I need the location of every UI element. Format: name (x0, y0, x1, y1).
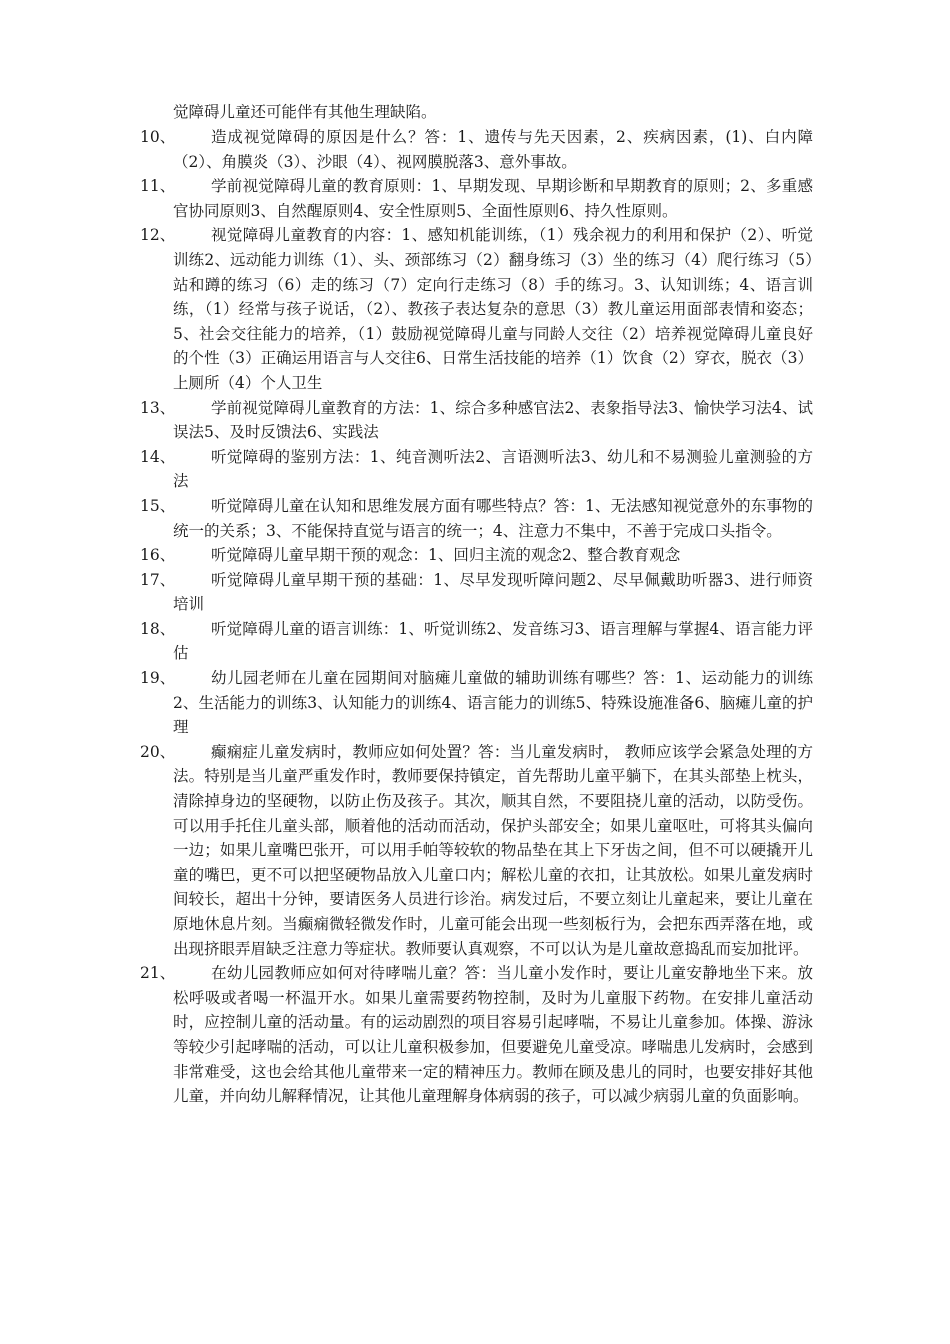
list-item-18 (0, 617, 950, 666)
item-number: 14、 (140, 447, 176, 466)
item-number: 20、 (140, 742, 176, 761)
item-text: 学前视觉障碍儿童的教育原则：1、早期发现、早期诊断和早期教育的原则；2、多重感官协同原则3、自然醒原则4、安全性原则5、全面性原则6、持久性原则。 (173, 177, 813, 220)
list-item-11 (0, 174, 950, 223)
item-text: 学前视觉障碍儿童教育的方法：1、综合多种感官法2、表象指导法3、愉快学习法4、试误法5、及时反馈法6、实践法 (173, 398, 813, 442)
item-text: 听觉障碍儿童早期干预的基础：1、尽早发现听障问题2、尽早佩戴助听器3、进行师资培训 (173, 570, 813, 614)
list-item-16 (0, 543, 950, 568)
list-item-15 (0, 494, 950, 543)
item-text: 癫痫症儿童发病时，教师应如何处置？答：当儿童发病时， 教师应该学会紧急处理的方法。特别是当儿童严重发作时，教师要保持镇定，首先帮助儿童平躺下，在其头部垫上枕头，清除掉身边的坚硬物，以防止伤及孩子。其次，顺其自然，不要阻挠儿童的活动，以防受伤。可以用手托住儿童头部，顺着他的活动而活动，保护头部安全；如果儿童呕吐，可将其头偏向一边；如果儿童嘴巴张开，可以用手帕等较软的物品垫在其上下牙齿之间，但不可以硬撬开儿童的嘴巴，更不可以把坚硬物品放入儿童口内；解松儿童的衣扣，让其放松。如果儿童发病时间较长，超出十分钟，要请医务人员进行诊治。病发过后，不要立刻让儿童起来，要让儿童在原地休息片刻。当癫痫微轻微发作时，儿童可能会出现一些刻板行为，会把东西弄落在地，或出现挤眼弄眉缺乏注意力等症状。教师要认真观察，不可以认为是儿童故意捣乱而妄加批评。 (173, 742, 813, 958)
item-text: 造成视觉障碍的原因是什么？答：1、遗传与先天因素，2、疾病因素，(1)、白内障（2）、角膜炎（3）、沙眼（4）、视网膜脱落3、意外事故。 (173, 128, 813, 171)
list-item-17 (0, 568, 950, 617)
list-item-12 (0, 223, 950, 395)
item-number: 15、 (140, 496, 176, 515)
item-number: 12、 (140, 226, 176, 245)
numbered-list (0, 125, 950, 1109)
item-text: 听觉障碍儿童早期干预的观念：1、回归主流的观念2、整合教育观念 (211, 546, 681, 565)
item-number: 13、 (140, 398, 176, 417)
item-text: 听觉障碍的鉴别方法：1、纯音测听法2、言语测听法3、幼儿和不易测验儿童测验的方法 (173, 447, 813, 491)
list-item-13 (0, 396, 950, 445)
item-text: 在幼儿园教师应如何对待哮喘儿童？答：当儿童小发作时，要让儿童安静地坐下来。放松呼吸或者喝一杯温开水。如果儿童需要药物控制，及时为儿童服下药物。在安排儿童活动时，应控制儿童的活动量。有的运动剧烈的项目容易引起哮喘，不易让儿童参加。体操、游泳等较少引起哮喘的活动，可以让儿童积极参加，但要避免儿童受凉。哮喘患儿发病时，会感到非常难受，这也会给其他儿童带来一定的精神压力。教师在顾及患儿的同时，也要安排好其他儿童，并向幼儿解释情况，让其他儿童理解身体病弱的孩子，可以减少病弱儿童的负面影响。 (173, 964, 813, 1106)
list-item-19 (0, 666, 950, 740)
item-number: 17、 (140, 570, 176, 589)
item-text: 听觉障碍儿童在认知和思维发展方面有哪些特点？答：1、无法感知视觉意外的东事物的统一的关系；3、不能保持直觉与语言的统一；4、注意力不集中，不善于完成口头指令。 (173, 496, 813, 540)
continuation-line: 觉障碍儿童还可能伴有其他生理缺陷。 (173, 103, 437, 121)
list-item-14 (0, 445, 950, 494)
item-text: 听觉障碍儿童的语言训练：1、听觉训练2、发音练习3、语言理解与掌握4、语言能力评估 (173, 619, 813, 663)
item-text: 视觉障碍儿童教育的内容：1、感知机能训练，（1）残余视力的利用和保护（2）、听觉训练2、远动能力训练（1）、头、颈部练习（2）翻身练习（3）坐的练习（4）爬行练习（5）站和蹲的练习（6）走的练习（7）定向行走练习（8）手的练习。3、认知训练；4、语言训练，（1）经常与孩子说话，（2）、教孩子表达复杂的意思（3）教儿童运用面部表情和姿态；5、社会交往能力的培养，（1）鼓励视觉障碍儿童与同龄人交往（2）培养视觉障碍儿童良好的个性（3）正确运用语言与人交往6、日常生活技能的培养（1）饮食（2）穿衣，脱衣（3）上厕所（4）个人卫生 (173, 226, 813, 392)
item-number: 19、 (140, 669, 176, 688)
list-item-21 (0, 961, 950, 1109)
list-item-20 (0, 740, 950, 961)
list-item-10 (0, 125, 950, 174)
item-number: 11、 (140, 177, 176, 196)
item-number: 21、 (140, 964, 176, 983)
item-number: 18、 (140, 619, 176, 638)
item-number: 10、 (140, 128, 176, 146)
item-text: 幼儿园老师在儿童在园期间对脑瘫儿童做的辅助训练有哪些？答：1、运动能力的训练2、生活能力的训练3、认知能力的训练4、语言能力的训练5、特殊设施准备6、脑瘫儿童的护理 (173, 669, 813, 737)
item-number: 16、 (140, 546, 176, 565)
